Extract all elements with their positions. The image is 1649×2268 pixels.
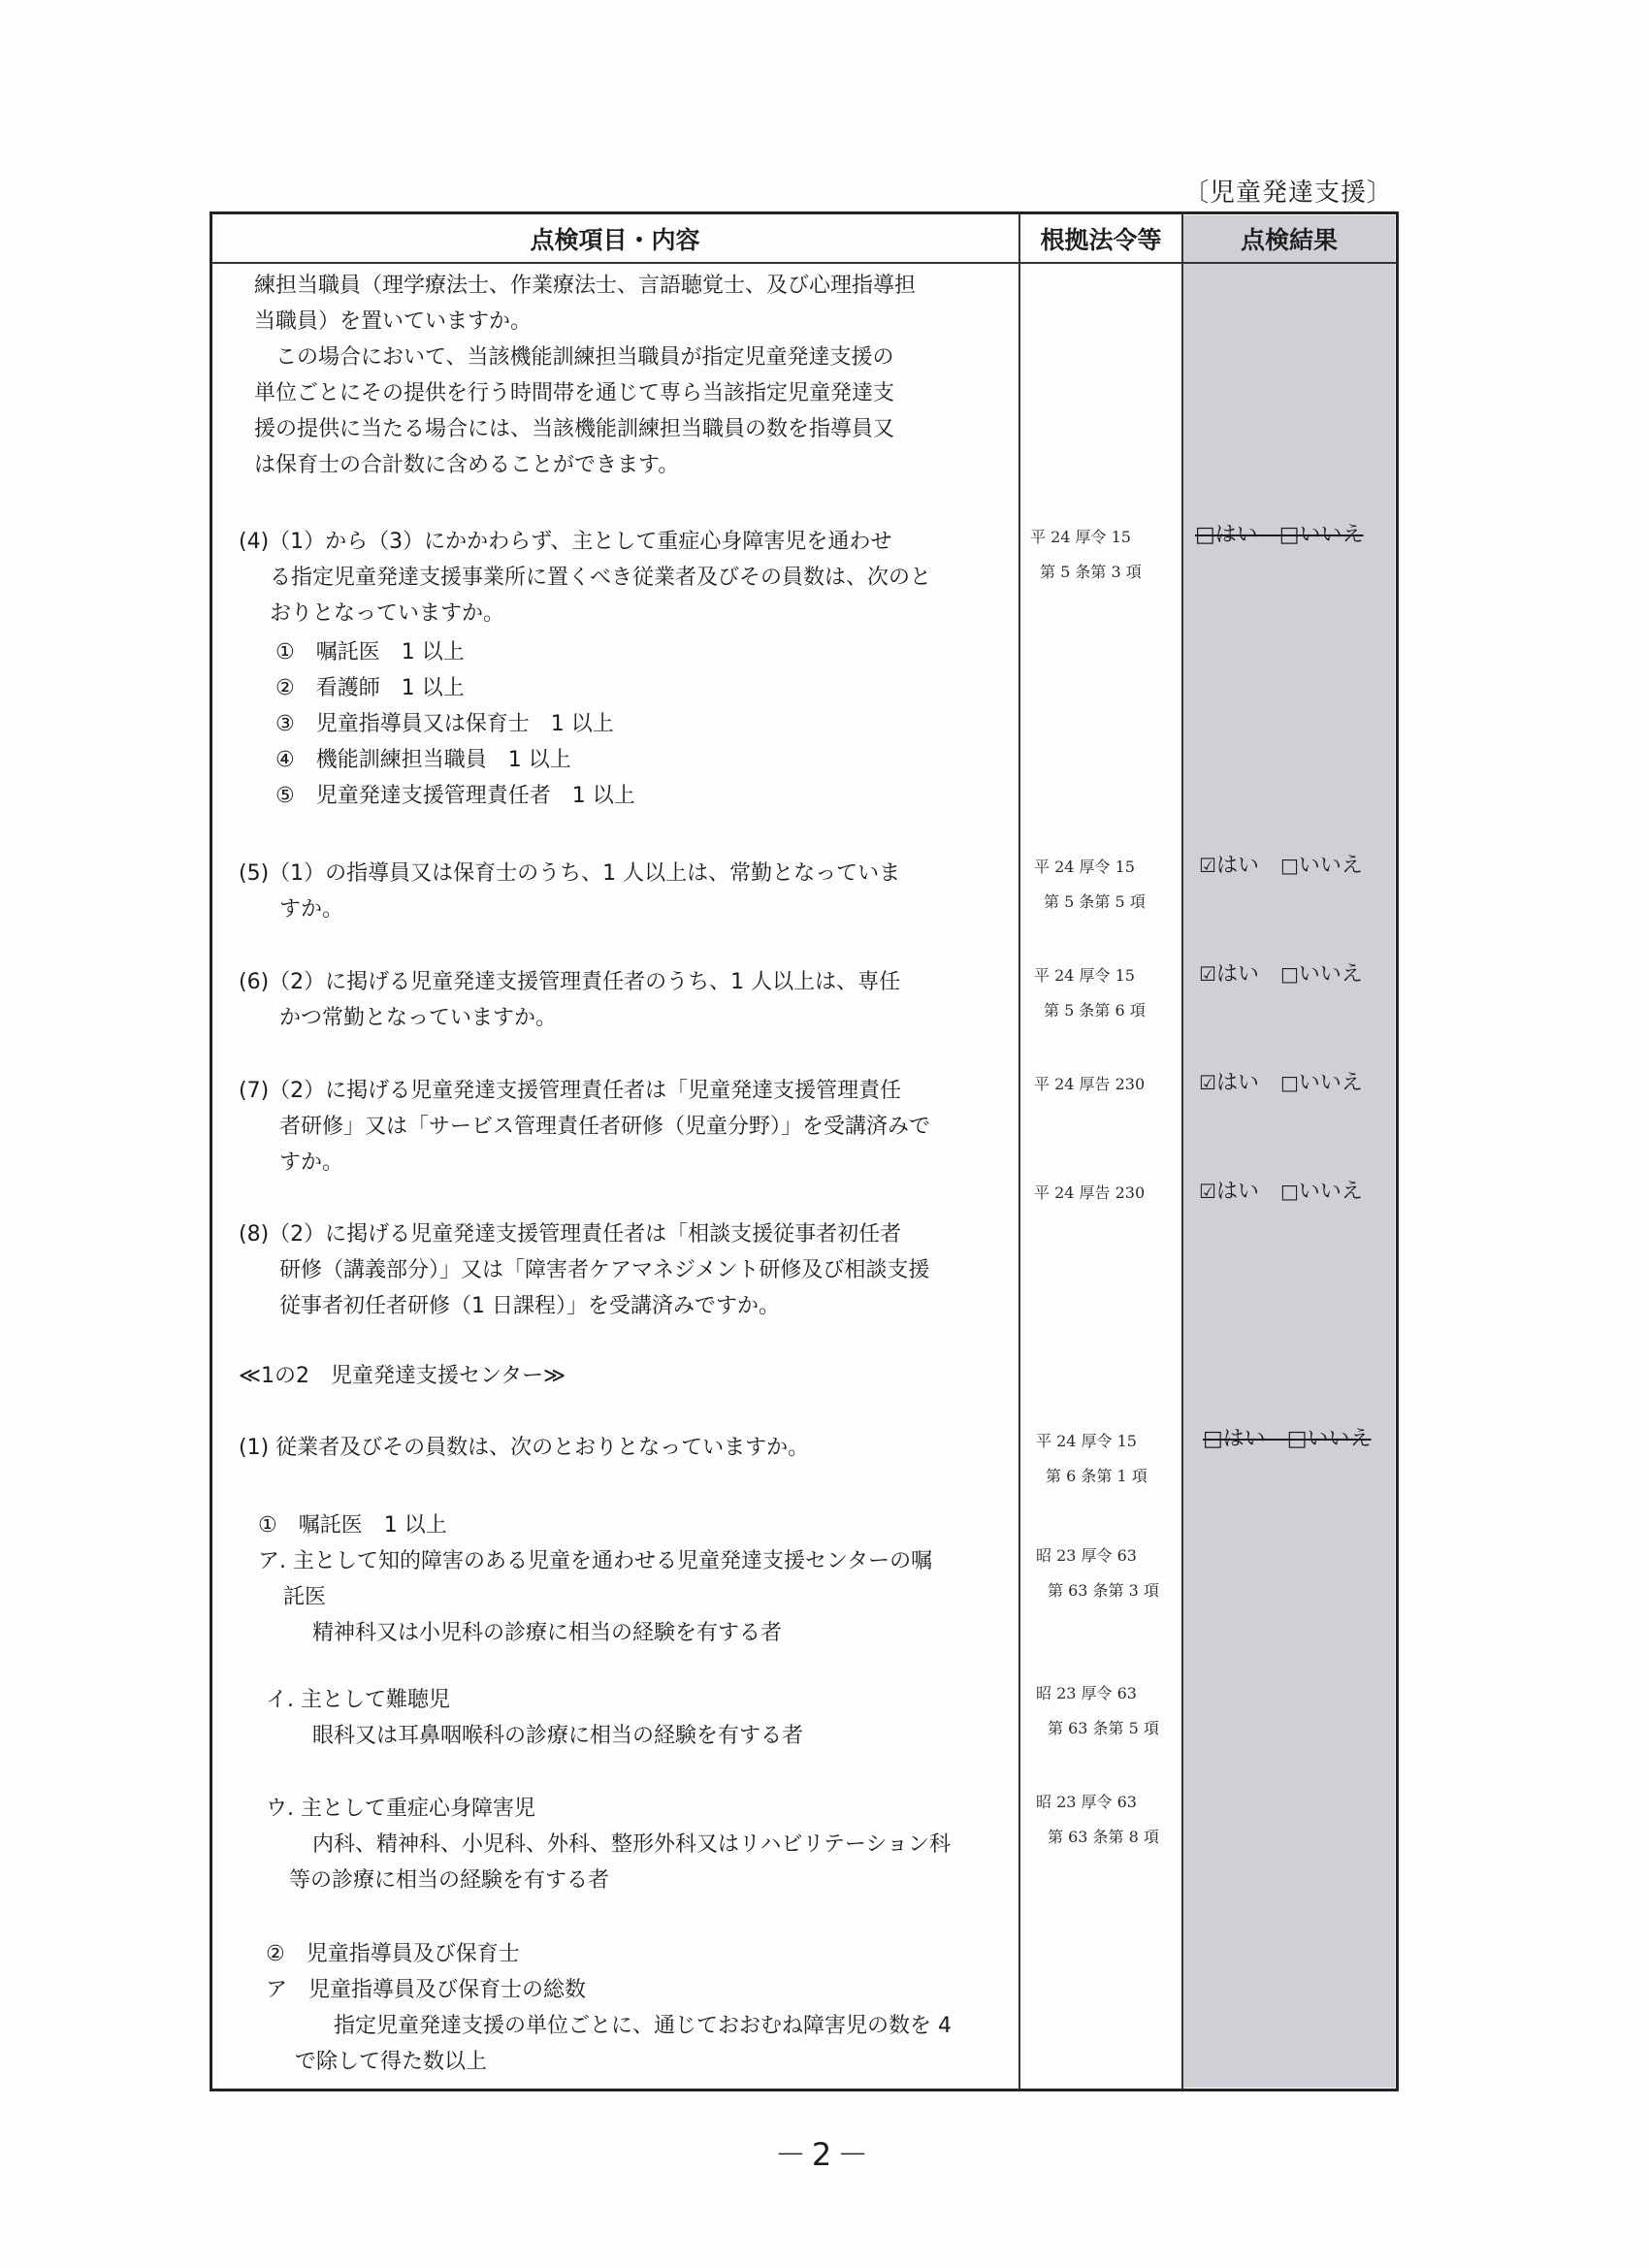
cont-line: は保育士の合計数に含めることができます。	[254, 453, 680, 477]
a-law: 第 63 条第 3 項	[1048, 1581, 1159, 1600]
q6-law: 平 24 厚令 15	[1034, 966, 1135, 985]
page-number: －2－	[774, 2136, 875, 2173]
column-divider-law	[1018, 213, 1020, 2090]
checkbox-icon[interactable]: □	[1279, 1071, 1299, 1094]
checkbox-icon[interactable]: □	[1279, 854, 1299, 877]
staff-line: ② 児童指導員及び保育士	[266, 1942, 520, 1966]
q4-subitem: ② 看護師 1 以上	[275, 676, 465, 700]
u-line: 等の診療に相当の経験を有する者	[289, 1868, 610, 1893]
i-line: 眼科又は耳鼻咽喉科の診療に相当の経験を有する者	[312, 1724, 804, 1748]
q4-line: る指定児童発達支援事業所に置くべき従業者及びその員数は、次のと	[270, 566, 932, 590]
yes-label: はい	[1215, 1071, 1259, 1095]
q5-law: 平 24 厚令 15	[1034, 858, 1135, 876]
q5-line: すか。	[279, 897, 344, 922]
q6-line: (6)（2）に掲げる児童発達支援管理責任者のうち、1 人以上は、専任	[239, 970, 901, 994]
q8-line: 研修（講義部分）」又は「障害者ケアマネジメント研修及び相談支援	[279, 1258, 930, 1282]
checkbox-icon[interactable]: □	[1279, 1180, 1299, 1203]
category-label: 〔児童発達支援〕	[1183, 178, 1394, 208]
cont-line: 援の提供に当たる場合には、当該機能訓練担当職員の数を指導員又	[254, 417, 895, 441]
q6-law: 第 5 条第 6 項	[1044, 1001, 1146, 1020]
sec12-q1: (1) 従業者及びその員数は、次のとおりとなっていますか。	[239, 1436, 810, 1460]
q7-result	[1199, 1065, 1363, 1101]
header-divider	[211, 262, 1397, 264]
q6-result	[1199, 956, 1363, 992]
cont-line: この場合において、当該機能訓練担当職員が指定児童発達支援の	[254, 345, 894, 370]
checked-box-icon[interactable]: ☑	[1199, 854, 1216, 877]
yes-label: はい	[1215, 1180, 1259, 1204]
a-line: 託医	[283, 1585, 327, 1609]
u-line: ウ. 主として重症心身障害児	[266, 1797, 535, 1821]
q4-result-struck: □はい □いいえ	[1195, 523, 1364, 547]
q4-line: (4)（1）から（3）にかかわらず、主として重症心身障害児を通わせ	[239, 530, 892, 554]
q8-line: (8)（2）に掲げる児童発達支援管理責任者は「相談支援従事者初任者	[239, 1222, 902, 1247]
sec12-q1-result-struck: □はい □いいえ	[1203, 1427, 1372, 1451]
staff-line: で除して得た数以上	[295, 2050, 488, 2074]
q5-law: 第 5 条第 5 項	[1044, 892, 1146, 911]
u-line: 内科、精神科、小児科、外科、整形外科又はリハビリテーション科	[312, 1832, 952, 1857]
i-line: イ. 主として難聴児	[266, 1688, 450, 1712]
a-law: 昭 23 厚令 63	[1036, 1546, 1137, 1565]
q8-result	[1199, 1174, 1363, 1210]
staff-line: ア 児童指導員及び保育士の総数	[266, 1978, 587, 2002]
checkbox-icon[interactable]: □	[1279, 962, 1299, 986]
q4-subitem: ① 嘱託医 1 以上	[275, 640, 465, 664]
q4-subitem: ③ 児童指導員又は保育士 1 以上	[275, 712, 614, 736]
q5-line: (5)（1）の指導員又は保育士のうち、1 人以上は、常勤となっていま	[239, 861, 901, 886]
no-label: いいえ	[1298, 854, 1363, 878]
no-label: いいえ	[1298, 1071, 1363, 1095]
cont-line: 当職員）を置いていますか。	[254, 309, 533, 334]
column-divider-result	[1181, 213, 1183, 2090]
sec12-q1-law: 第 6 条第 1 項	[1046, 1467, 1148, 1485]
doctor-line: ① 嘱託医 1 以上	[258, 1513, 447, 1538]
sec12-q1-law: 平 24 厚令 15	[1036, 1432, 1137, 1450]
q7-line: (7)（2）に掲げる児童発達支援管理責任者は「児童発達支援管理責任	[239, 1079, 902, 1103]
q5-result	[1199, 848, 1363, 884]
staff-line: 指定児童発達支援の単位ごとに、通じておおむね障害児の数を 4	[312, 2014, 952, 2038]
checked-box-icon[interactable]: ☑	[1199, 1180, 1216, 1203]
section-heading: ≪1の2 児童発達支援センター≫	[239, 1364, 566, 1388]
checked-box-icon[interactable]: ☑	[1199, 1071, 1216, 1094]
a-line: ア. 主として知的障害のある児童を通わせる児童発達支援センターの嘱	[258, 1549, 933, 1573]
q4-law: 第 5 条第 3 項	[1040, 563, 1142, 581]
i-law: 昭 23 厚令 63	[1036, 1684, 1137, 1702]
q8-law: 平 24 厚告 230	[1034, 1183, 1146, 1202]
cont-line: 単位ごとにその提供を行う時間帯を通じて専ら当該指定児童発達支	[254, 381, 895, 405]
q8-line: 従事者初任者研修（1 日課程）」を受講済みですか。	[279, 1294, 780, 1318]
yes-label: はい	[1215, 962, 1259, 987]
q7-law: 平 24 厚告 230	[1034, 1075, 1146, 1093]
header-law: 根拠法令等	[1040, 226, 1162, 254]
u-law: 昭 23 厚令 63	[1036, 1793, 1137, 1811]
q7-line: すか。	[279, 1150, 344, 1175]
yes-label: はい	[1215, 854, 1259, 878]
q4-law: 平 24 厚令 15	[1030, 528, 1131, 546]
no-label: いいえ	[1298, 1180, 1363, 1204]
q4-subitem: ④ 機能訓練担当職員 1 以上	[275, 748, 571, 772]
q4-line: おりとなっていますか。	[270, 601, 505, 626]
no-label: いいえ	[1298, 962, 1363, 987]
u-law: 第 63 条第 8 項	[1048, 1828, 1159, 1846]
i-law: 第 63 条第 5 項	[1048, 1719, 1159, 1737]
header-result: 点検結果	[1240, 226, 1338, 254]
q7-line: 者研修」又は「サービス管理責任者研修（児童分野）」を受講済みで	[279, 1115, 931, 1139]
header-item: 点検項目・内容	[530, 226, 700, 254]
q4-subitem: ⑤ 児童発達支援管理責任者 1 以上	[275, 784, 635, 808]
cont-line: 練担当職員（理学療法士、作業療法士、言語聴覚士、及び心理指導担	[254, 274, 917, 298]
a-line: 精神科又は小児科の診療に相当の経験を有する者	[312, 1621, 783, 1645]
checked-box-icon[interactable]: ☑	[1199, 962, 1216, 986]
q6-line: かつ常勤となっていますか。	[279, 1006, 558, 1030]
